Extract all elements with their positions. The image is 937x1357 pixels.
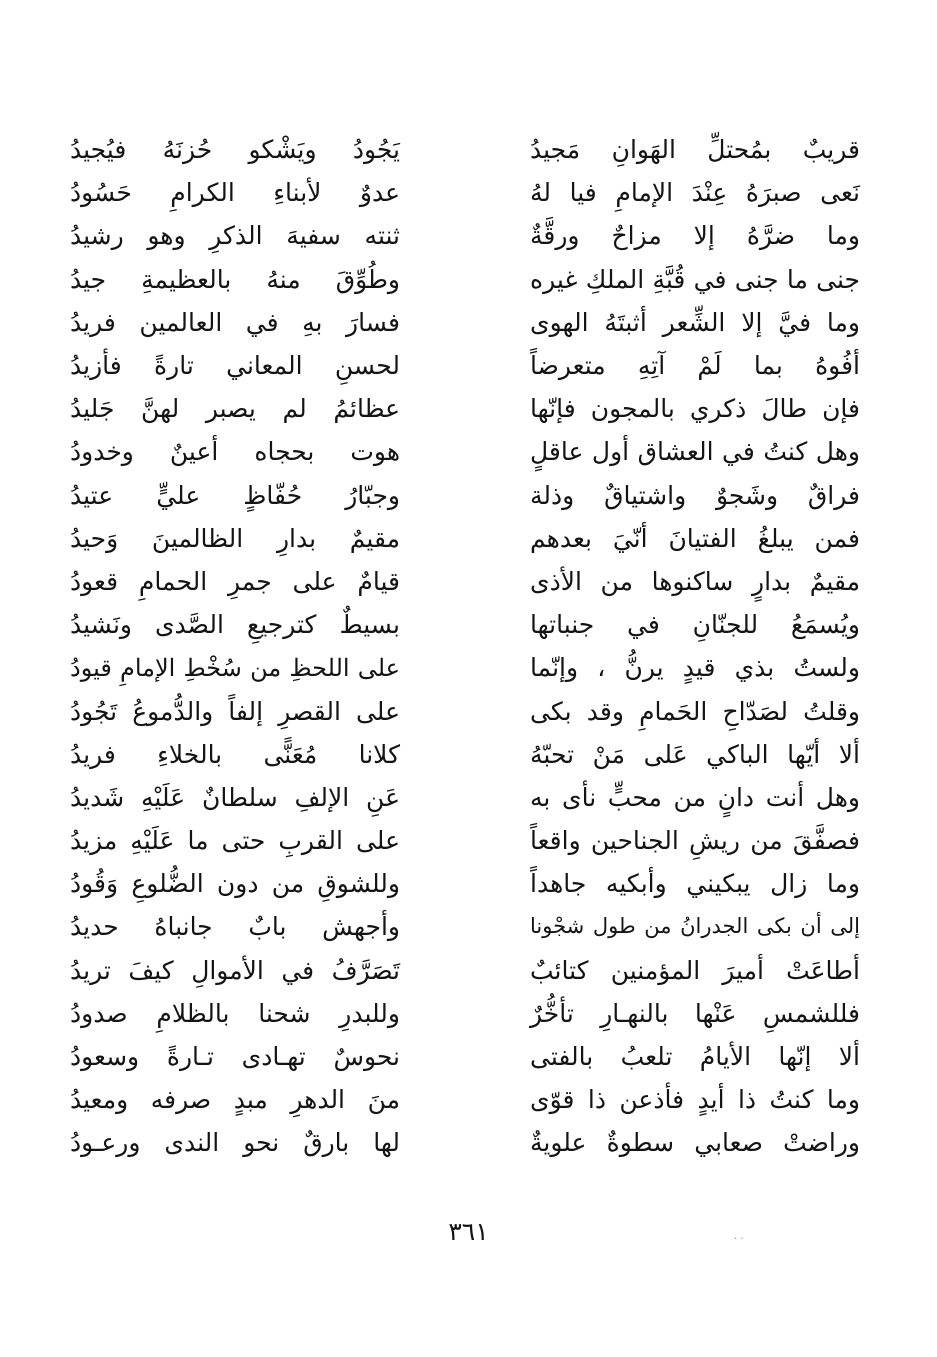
second-hemistich: لحسنِ المعاني تارةً فأزيدُ <box>70 351 400 381</box>
first-hemistich: فإن طالَ ذكري بالمجون فإنّها <box>530 394 860 424</box>
verse-line <box>70 1035 860 1078</box>
second-hemistich: نحوسٌ تهـادى تـارةً وسعودُ <box>70 1042 400 1072</box>
first-hemistich: أطاعَتْ أميرَ المؤمنين كتائبٌ <box>530 955 860 985</box>
second-hemistich: على اللحظِ من سُخْطِ الإمامِ قيودُ <box>70 653 400 682</box>
second-hemistich: عدوٌ لأبناءِ الكرامِ حَسُودُ <box>70 178 400 208</box>
first-hemistich: وما فيَّ إلا الشِّعر أثبتَهُ الهوى <box>530 307 860 337</box>
second-hemistich: تَصَرَّفُ في الأموالِ كيفَ تريدُ <box>70 955 400 985</box>
second-hemistich: وللشوقِ من دون الضُّلوعِ وَقُودُ <box>70 869 400 899</box>
verse-line <box>70 776 860 819</box>
verse-line <box>70 646 860 689</box>
first-hemistich: مقيمٌ بدارٍ ساكنوها من الأذى <box>530 566 860 596</box>
second-hemistich: وللبدرِ شحنا بالظلامِ صدودُ <box>70 998 400 1028</box>
verse-line <box>70 430 860 473</box>
scan-speck: · · <box>734 1234 744 1245</box>
verse-line <box>70 128 860 171</box>
page-number: ٣٦١ <box>448 1217 489 1246</box>
verse-line <box>70 949 860 992</box>
second-hemistich: على القربِ حتى ما عَلَيْهِ مزيدُ <box>70 826 400 856</box>
verse-line <box>70 301 860 344</box>
verse-line <box>70 1121 860 1164</box>
second-hemistich: هوت بحجاه أعينٌ وخدودُ <box>70 437 400 467</box>
first-hemistich: جنى ما جنى في قُبَّةِ الملكِ غيره <box>530 264 860 294</box>
verse-line <box>70 258 860 301</box>
poem-body <box>70 128 860 1165</box>
verse-line <box>70 517 860 560</box>
verse-line <box>70 603 860 646</box>
second-hemistich: ثنته سفيهَ الذكرِ وهو رشيدُ <box>70 221 400 251</box>
first-hemistich: ويُسمَعُ للجنّانِ في جنباتها <box>530 610 860 640</box>
verse-line <box>70 905 860 948</box>
first-hemistich: فصفَّقَ من ريشِ الجناحين واقعاً <box>530 826 860 856</box>
first-hemistich: ولستُ بذي قيدٍ يرنُّ ، وإنّما <box>530 653 860 683</box>
second-hemistich: يَجُودُ ويَشْكو حُزنَهُ فيُجيدُ <box>70 135 400 165</box>
first-hemistich: وما ضرَّهُ إلا مزاحٌ ورقَّةٌ <box>530 221 860 251</box>
verse-line <box>70 992 860 1035</box>
first-hemistich: إلى أن بكى الجدرانُ من طول شجْونا <box>530 914 860 939</box>
verse-line <box>70 819 860 862</box>
first-hemistich: أفُوهُ بما لَمْ آتِهِ متعرضاً <box>530 351 860 381</box>
first-hemistich: ألا أيّها الباكي عَلى مَنْ تحبّهُ <box>530 739 860 769</box>
second-hemistich: بسيطٌ كترجيعِ الصَّدى ونَشيدُ <box>70 610 400 640</box>
first-hemistich: ألا إنّها الأيامُ تلعبُ بالفتى <box>530 1042 860 1072</box>
verse-line <box>70 474 860 517</box>
second-hemistich: وجبّارُ حُفّاظٍ عليٍّ عتيدُ <box>70 480 400 510</box>
second-hemistich: قيامٌ على جمرِ الحمامِ قعودُ <box>70 566 400 596</box>
verse-line <box>70 733 860 776</box>
second-hemistich: مقيمٌ بدارِ الظالمينَ وَحيدُ <box>70 523 400 553</box>
second-hemistich: فسارَ بهِ في العالمين فريدُ <box>70 307 400 337</box>
second-hemistich: لها بارقٌ نحو الندى ورعـودُ <box>70 1128 400 1158</box>
second-hemistich: عظائمُ لم يصبر لهنَّ جَليدُ <box>70 394 400 424</box>
first-hemistich: وما زال يبكيني وأبكيه جاهداً <box>530 869 860 899</box>
second-hemistich: منَ الدهرِ مبدٍ صرفه ومعيدُ <box>70 1085 400 1115</box>
verse-line <box>70 214 860 257</box>
first-hemistich: وهل أنت دانٍ من محبٍّ نأى به <box>530 782 860 812</box>
verse-line <box>70 387 860 430</box>
first-hemistich: وقلتُ لصَدّاحِ الحَمامِ وقد بكى <box>530 696 860 726</box>
second-hemistich: عَنِ الإلفِ سلطانٌ عَلَيْهِ شَديدُ <box>70 782 400 812</box>
first-hemistich: وهل كنتُ في العشاق أول عاقلٍ <box>530 437 860 467</box>
verse-line <box>70 560 860 603</box>
first-hemistich: وما كنتُ ذا أيدٍ فأذعن ذا قوّى <box>530 1085 860 1115</box>
first-hemistich: فللشمسِ عَنْها بالنهـارِ تأخُّرٌ <box>530 998 860 1028</box>
verse-line <box>70 862 860 905</box>
verse-line <box>70 171 860 214</box>
verse-line <box>70 689 860 732</box>
first-hemistich: نَعى صبرَهُ عِنْدَ الإمامِ فيا لهُ <box>530 178 860 208</box>
first-hemistich: فمن يبلغُ الفتيانَ أنّيَ بعدهم <box>530 523 860 553</box>
first-hemistich: فراقٌ وشَجوٌ واشتياقٌ وذلة <box>530 480 860 510</box>
second-hemistich: على القصرِ إلفاً والدُّموعُ تَجُودُ <box>70 696 400 726</box>
second-hemistich: وأجهش بابٌ جانباهُ حديدُ <box>70 912 400 942</box>
second-hemistich: وطُوِّقَ منهُ بالعظيمةِ جيدُ <box>70 264 400 294</box>
second-hemistich: كلانا مُعَنًّى بالخلاءِ فريدُ <box>70 739 400 769</box>
first-hemistich: قريبٌ بمُحتلِّ الهَوانِ مَجيدُ <box>530 135 860 165</box>
verse-line <box>70 344 860 387</box>
verse-line <box>70 1078 860 1121</box>
first-hemistich: وراضتْ صعابي سطوةٌ علويةٌ <box>530 1128 860 1158</box>
